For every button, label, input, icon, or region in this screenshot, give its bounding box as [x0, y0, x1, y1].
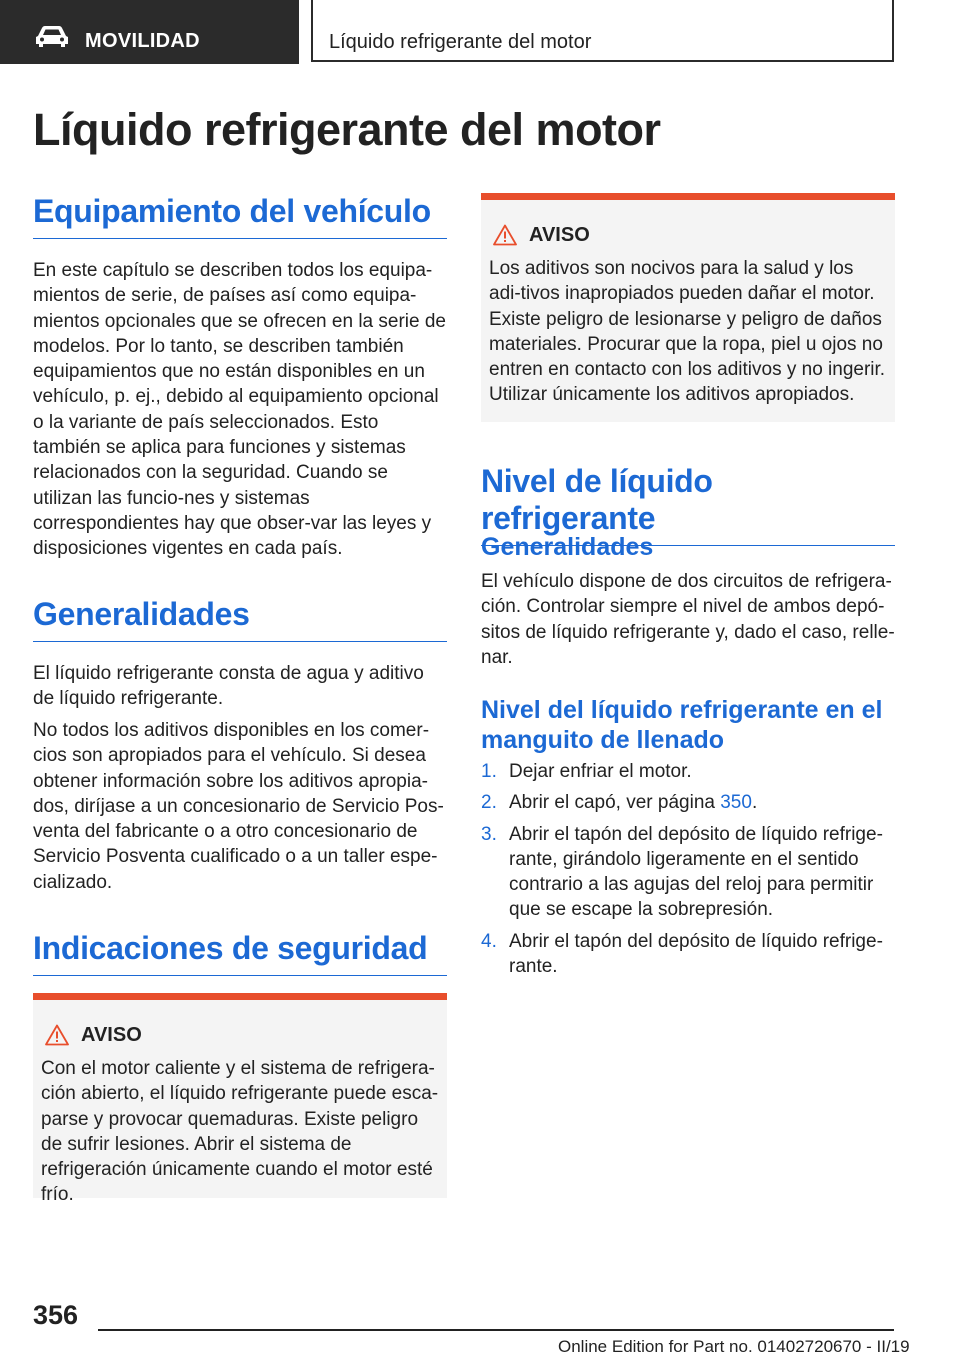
heading-safety: Indicaciones de seguridad	[33, 930, 447, 976]
step-text: Abrir el tapón del depósito de líquido refrige-rante.	[509, 930, 883, 978]
warning-triangle-icon	[493, 224, 517, 246]
warning-text: Con el motor caliente y el sistema de refrigera-ción abierto, el líquido refrigerante puede esca-parse y provocar quemaduras. Existe peligro de sufrir lesiones. Abrir el sistema de refrigeración únicamente cuando el motor esté frío.	[41, 1058, 439, 1206]
warning-title: AVISO	[529, 223, 590, 246]
list-item	[481, 790, 895, 815]
general-text-1: El líquido refrigerante consta de agua y aditivo de líquido refrigerante.	[33, 663, 424, 710]
step-text: Abrir el capó, ver página	[509, 792, 721, 814]
footer-divider	[98, 1329, 894, 1331]
step-number: 2.	[481, 792, 497, 814]
header-chapter-tab	[311, 0, 894, 62]
general-text-2: No todos los aditivos disponibles en los comer-cios son apropiados para el vehículo. Si desea obtener información sobre los aditivos apropia-dos, diríjase a un concesionario de Servicio Pos-venta del fabricante o a otro concesionario de Servicio Posventa cualificado o a un taller espe-cializado.	[33, 720, 444, 893]
step-suffix: .	[751, 792, 758, 814]
heading-filler-neck: Nivel del líquido refrigerante en el manguito de llenado	[481, 696, 883, 754]
warning-triangle-icon	[45, 1024, 69, 1046]
heading-equipment: Equipamiento del vehículo	[33, 193, 447, 239]
page-link[interactable]: 350	[720, 792, 752, 814]
warning-box-safety	[33, 993, 447, 1206]
list-item	[481, 759, 895, 784]
list-item	[481, 822, 895, 923]
general-text-right: El vehículo dispone de dos circuitos de refrigera-ción. Controlar siempre el nivel de ambos depó-sitos de líquido refrigerante y, dado el caso, relle-nar.	[481, 571, 895, 668]
footer-edition: Online Edition for Part no. 01402720670 - II/19	[558, 1337, 910, 1356]
page-number: 356	[33, 1300, 79, 1330]
step-number: 1.	[481, 761, 497, 782]
heading-general: Generalidades	[33, 596, 447, 642]
header-section-label: MOVILIDAD	[85, 30, 200, 52]
car-icon	[34, 25, 70, 47]
list-item	[481, 929, 895, 980]
heading-general-right: Generalidades	[481, 533, 654, 561]
warning-box-additives	[481, 193, 895, 422]
warning-title: AVISO	[81, 1023, 142, 1046]
step-number: 3.	[481, 823, 497, 845]
page-title: Líquido refrigerante del motor	[33, 104, 661, 155]
equipment-text: En este capítulo se describen todos los equipa-mientos de serie, de países así como equipa-mientos opcionales que se ofrecen en la serie de modelos. Por lo tanto, se describen también equipamientos que no están disponibles en un vehículo, p. ej., debido al equipamiento opcional o la variante de país seleccionados. Esto también se aplica para funciones y sistemas relacionados con la seguridad. Cuando se utilizan las funcio-nes y sistemas correspondientes hay que obser-var las leyes y disposiciones vigentes en cada país.	[33, 260, 446, 560]
step-text: Dejar enfriar el motor.	[509, 761, 692, 782]
header-chapter-label: Líquido refrigerante del motor	[329, 31, 592, 53]
steps-list	[481, 759, 895, 985]
warning-text: Los aditivos son nocivos para la salud y los adi-tivos inapropiados pueden dañar el motor. Existe peligro de lesionarse y peligro de daños materiales. Procurar que la ropa, piel u ojos no entren en contacto con los aditivos y no ingerir. Utilizar únicamente los aditivos apropiados.	[489, 258, 886, 406]
step-text: Abrir el tapón del depósito de líquido refrige-rante, girándolo ligeramente en el sentido contrario a las agujas del reloj para permitir que se escape la sobrepresión.	[509, 823, 883, 921]
heading-coolant-level: Nivel de líquido refrigerante	[481, 463, 895, 546]
step-number: 4.	[481, 930, 497, 952]
header-section-tab	[0, 0, 299, 64]
